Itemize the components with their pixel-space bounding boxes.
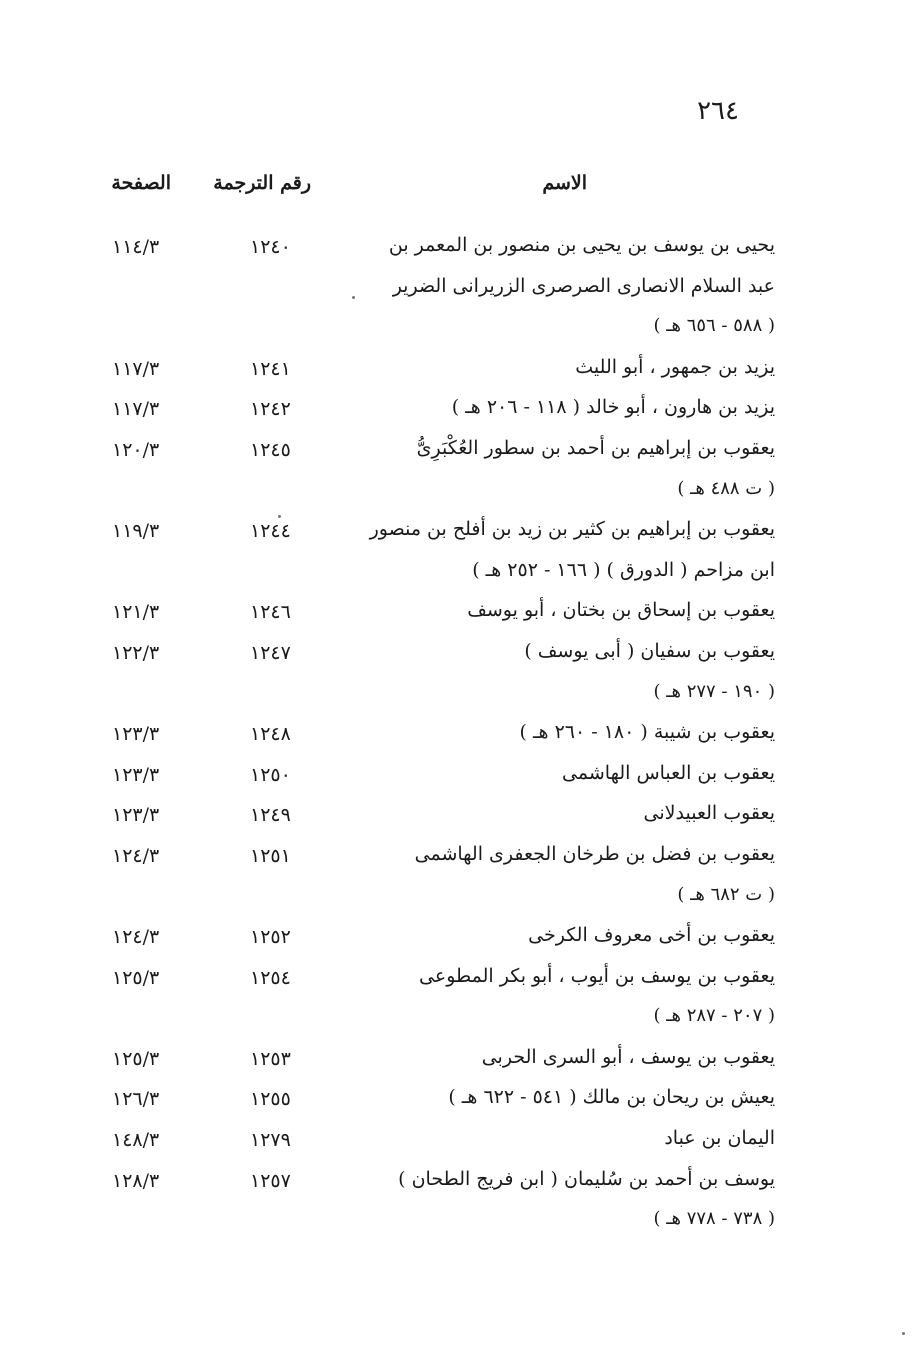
table-row [0, 392, 915, 433]
row-line [0, 230, 915, 271]
entry-number: ١٢٥٣ [250, 1047, 291, 1070]
entry-number: ١٢٤٦ [250, 601, 291, 624]
entry-page: ١٢٣/٣ [112, 763, 160, 786]
table-row [0, 636, 915, 717]
row-line [0, 514, 915, 555]
row-line [0, 1204, 915, 1245]
entry-page: ١١٧/٣ [112, 398, 160, 421]
entry-number: ١٢٥٥ [250, 1088, 291, 1111]
row-line [0, 636, 915, 677]
entry-number: ١٢٤١ [250, 357, 291, 380]
entry-page: ١٢٢/٣ [112, 641, 160, 664]
table-row [0, 798, 915, 839]
entry-page: ١٢٥/٣ [112, 966, 160, 989]
table-row [0, 758, 915, 799]
table-row [0, 230, 915, 352]
table-row [0, 961, 915, 1042]
header-name: الاسم [542, 172, 587, 194]
row-line [0, 677, 915, 718]
entry-name: يعقوب بن شيبة ( ١٨٠ - ٢٦٠ هـ ) [519, 721, 775, 744]
entry-name: يزيد بن هارون ، أبو خالد ( ١١٨ - ٢٠٦ هـ ) [451, 396, 775, 419]
entry-number: ١٢٤٤ [250, 520, 291, 543]
entry-number: ١٢٧٩ [250, 1129, 291, 1152]
scan-speck [902, 1332, 905, 1335]
entry-number: ١٢٥٧ [250, 1169, 291, 1192]
entry-page: ١٤٨/٣ [112, 1129, 160, 1152]
entry-number: ١٢٤٠ [250, 236, 291, 258]
entry-name: اليمان بن عباد [664, 1127, 775, 1150]
table-row [0, 595, 915, 636]
entry-name-continuation: ( ٥٨٨ - ٦٥٦ هـ ) [653, 315, 775, 337]
entry-name: يعقوب بن إبراهيم بن أحمد بن سطور العُكْبَرِىُّ [416, 436, 775, 459]
entry-name: يزيد بن جمهور ، أبو الليث [575, 355, 775, 378]
row-line [0, 839, 915, 880]
row-line [0, 1123, 915, 1164]
entry-name: يعقوب بن يوسف ، أبو السرى الحربى [481, 1045, 775, 1068]
table-row [0, 433, 915, 514]
table-row [0, 717, 915, 758]
entry-page: ١٢٣/٣ [112, 804, 160, 827]
entry-name-continuation: ( ت ٤٨٨ هـ ) [677, 477, 775, 499]
entry-page: ١١٧/٣ [112, 357, 160, 380]
entry-page: ١٢٤/٣ [112, 926, 160, 949]
table-row [0, 352, 915, 393]
entry-page: ١١٤/٣ [112, 236, 160, 258]
entry-name: يحيى بن يوسف بن يحيى بن منصور بن المعمر بن [388, 234, 775, 256]
entry-page: ١٢٥/٣ [112, 1047, 160, 1070]
row-line [0, 920, 915, 961]
entry-name: يعقوب العبيدلانى [643, 802, 775, 825]
row-line [0, 271, 915, 312]
entry-name: يعقوب بن يوسف بن أيوب ، أبو بكر المطوعى [419, 964, 775, 987]
scan-speck [278, 515, 281, 518]
entry-name: يعقوب بن سفيان ( أبى يوسف ) [524, 639, 775, 662]
table-row [0, 1082, 915, 1123]
row-line [0, 352, 915, 393]
entry-name: يعقوب بن أخى معروف الكرخى [528, 924, 775, 947]
row-line [0, 474, 915, 515]
entry-name-continuation: ( ٢٠٧ - ٢٨٧ هـ ) [653, 1005, 775, 1027]
row-line [0, 717, 915, 758]
header-page: الصفحة [111, 172, 171, 194]
entry-page: ١١٩/٣ [112, 520, 160, 543]
entry-page: ١٢٠/٣ [112, 438, 160, 461]
entry-number: ١٢٥٤ [250, 966, 291, 989]
table-row [0, 920, 915, 961]
row-line [0, 758, 915, 799]
row-line [0, 433, 915, 474]
entry-name-continuation: ( ت ٦٨٢ هـ ) [677, 883, 775, 905]
entry-page: ١٢١/٣ [112, 601, 160, 624]
header-entry-number: رقم الترجمة [213, 172, 311, 194]
entry-number: ١٢٤٧ [250, 641, 291, 664]
entry-name-continuation: ( ٧٣٨ - ٧٧٨ هـ ) [653, 1208, 775, 1230]
entry-name: يعقوب بن إسحاق بن بختان ، أبو يوسف [467, 599, 775, 622]
entry-name: يعقوب بن فضل بن طرخان الجعفرى الهاشمى [414, 842, 775, 865]
entry-number: ١٢٤٢ [250, 398, 291, 421]
entry-page: ١٢٦/٣ [112, 1088, 160, 1111]
row-line [0, 595, 915, 636]
entry-page: ١٢٨/٣ [112, 1169, 160, 1192]
entry-name-continuation: ( ١٩٠ - ٢٧٧ هـ ) [653, 680, 775, 702]
entry-number: ١٢٥٢ [250, 926, 291, 949]
entry-name: يعقوب بن العباس الهاشمى [562, 761, 775, 784]
index-table [0, 230, 915, 1245]
entry-name: يعقوب بن إبراهيم بن كثير بن زيد بن أفلح بن منصور [369, 518, 775, 541]
row-line [0, 880, 915, 921]
row-line [0, 798, 915, 839]
row-line [0, 311, 915, 352]
row-line [0, 1164, 915, 1205]
scan-speck [352, 296, 355, 299]
entry-page: ١٢٤/٣ [112, 844, 160, 867]
entry-name-continuation: عبد السلام الانصارى الصرصرى الزريرانى الضرير [392, 274, 775, 297]
page-number: ٢٦٤ [697, 96, 739, 126]
row-line [0, 961, 915, 1002]
entry-name: يوسف بن أحمد بن سُليمان ( ابن فريج الطحان ) [398, 1167, 775, 1190]
table-row [0, 1123, 915, 1164]
entry-number: ١٢٥٠ [250, 763, 291, 786]
entry-name: يعيش بن ريحان بن مالك ( ٥٤١ - ٦٢٢ هـ ) [448, 1086, 775, 1109]
table-row [0, 1042, 915, 1083]
table-row [0, 514, 915, 595]
table-row [0, 1164, 915, 1245]
row-line [0, 1001, 915, 1042]
row-line [0, 1042, 915, 1083]
row-line [0, 555, 915, 596]
entry-name-continuation: ابن مزاحم ( الدورق ) ( ١٦٦ - ٢٥٢ هـ ) [472, 558, 775, 581]
entry-number: ١٢٤٨ [250, 723, 291, 746]
entry-number: ١٢٤٩ [250, 804, 291, 827]
entry-page: ١٢٣/٣ [112, 723, 160, 746]
row-line [0, 1082, 915, 1123]
table-row [0, 839, 915, 920]
row-line [0, 392, 915, 433]
entry-number: ١٢٥١ [250, 844, 291, 867]
table-header [0, 172, 915, 202]
entry-number: ١٢٤٥ [250, 438, 291, 461]
